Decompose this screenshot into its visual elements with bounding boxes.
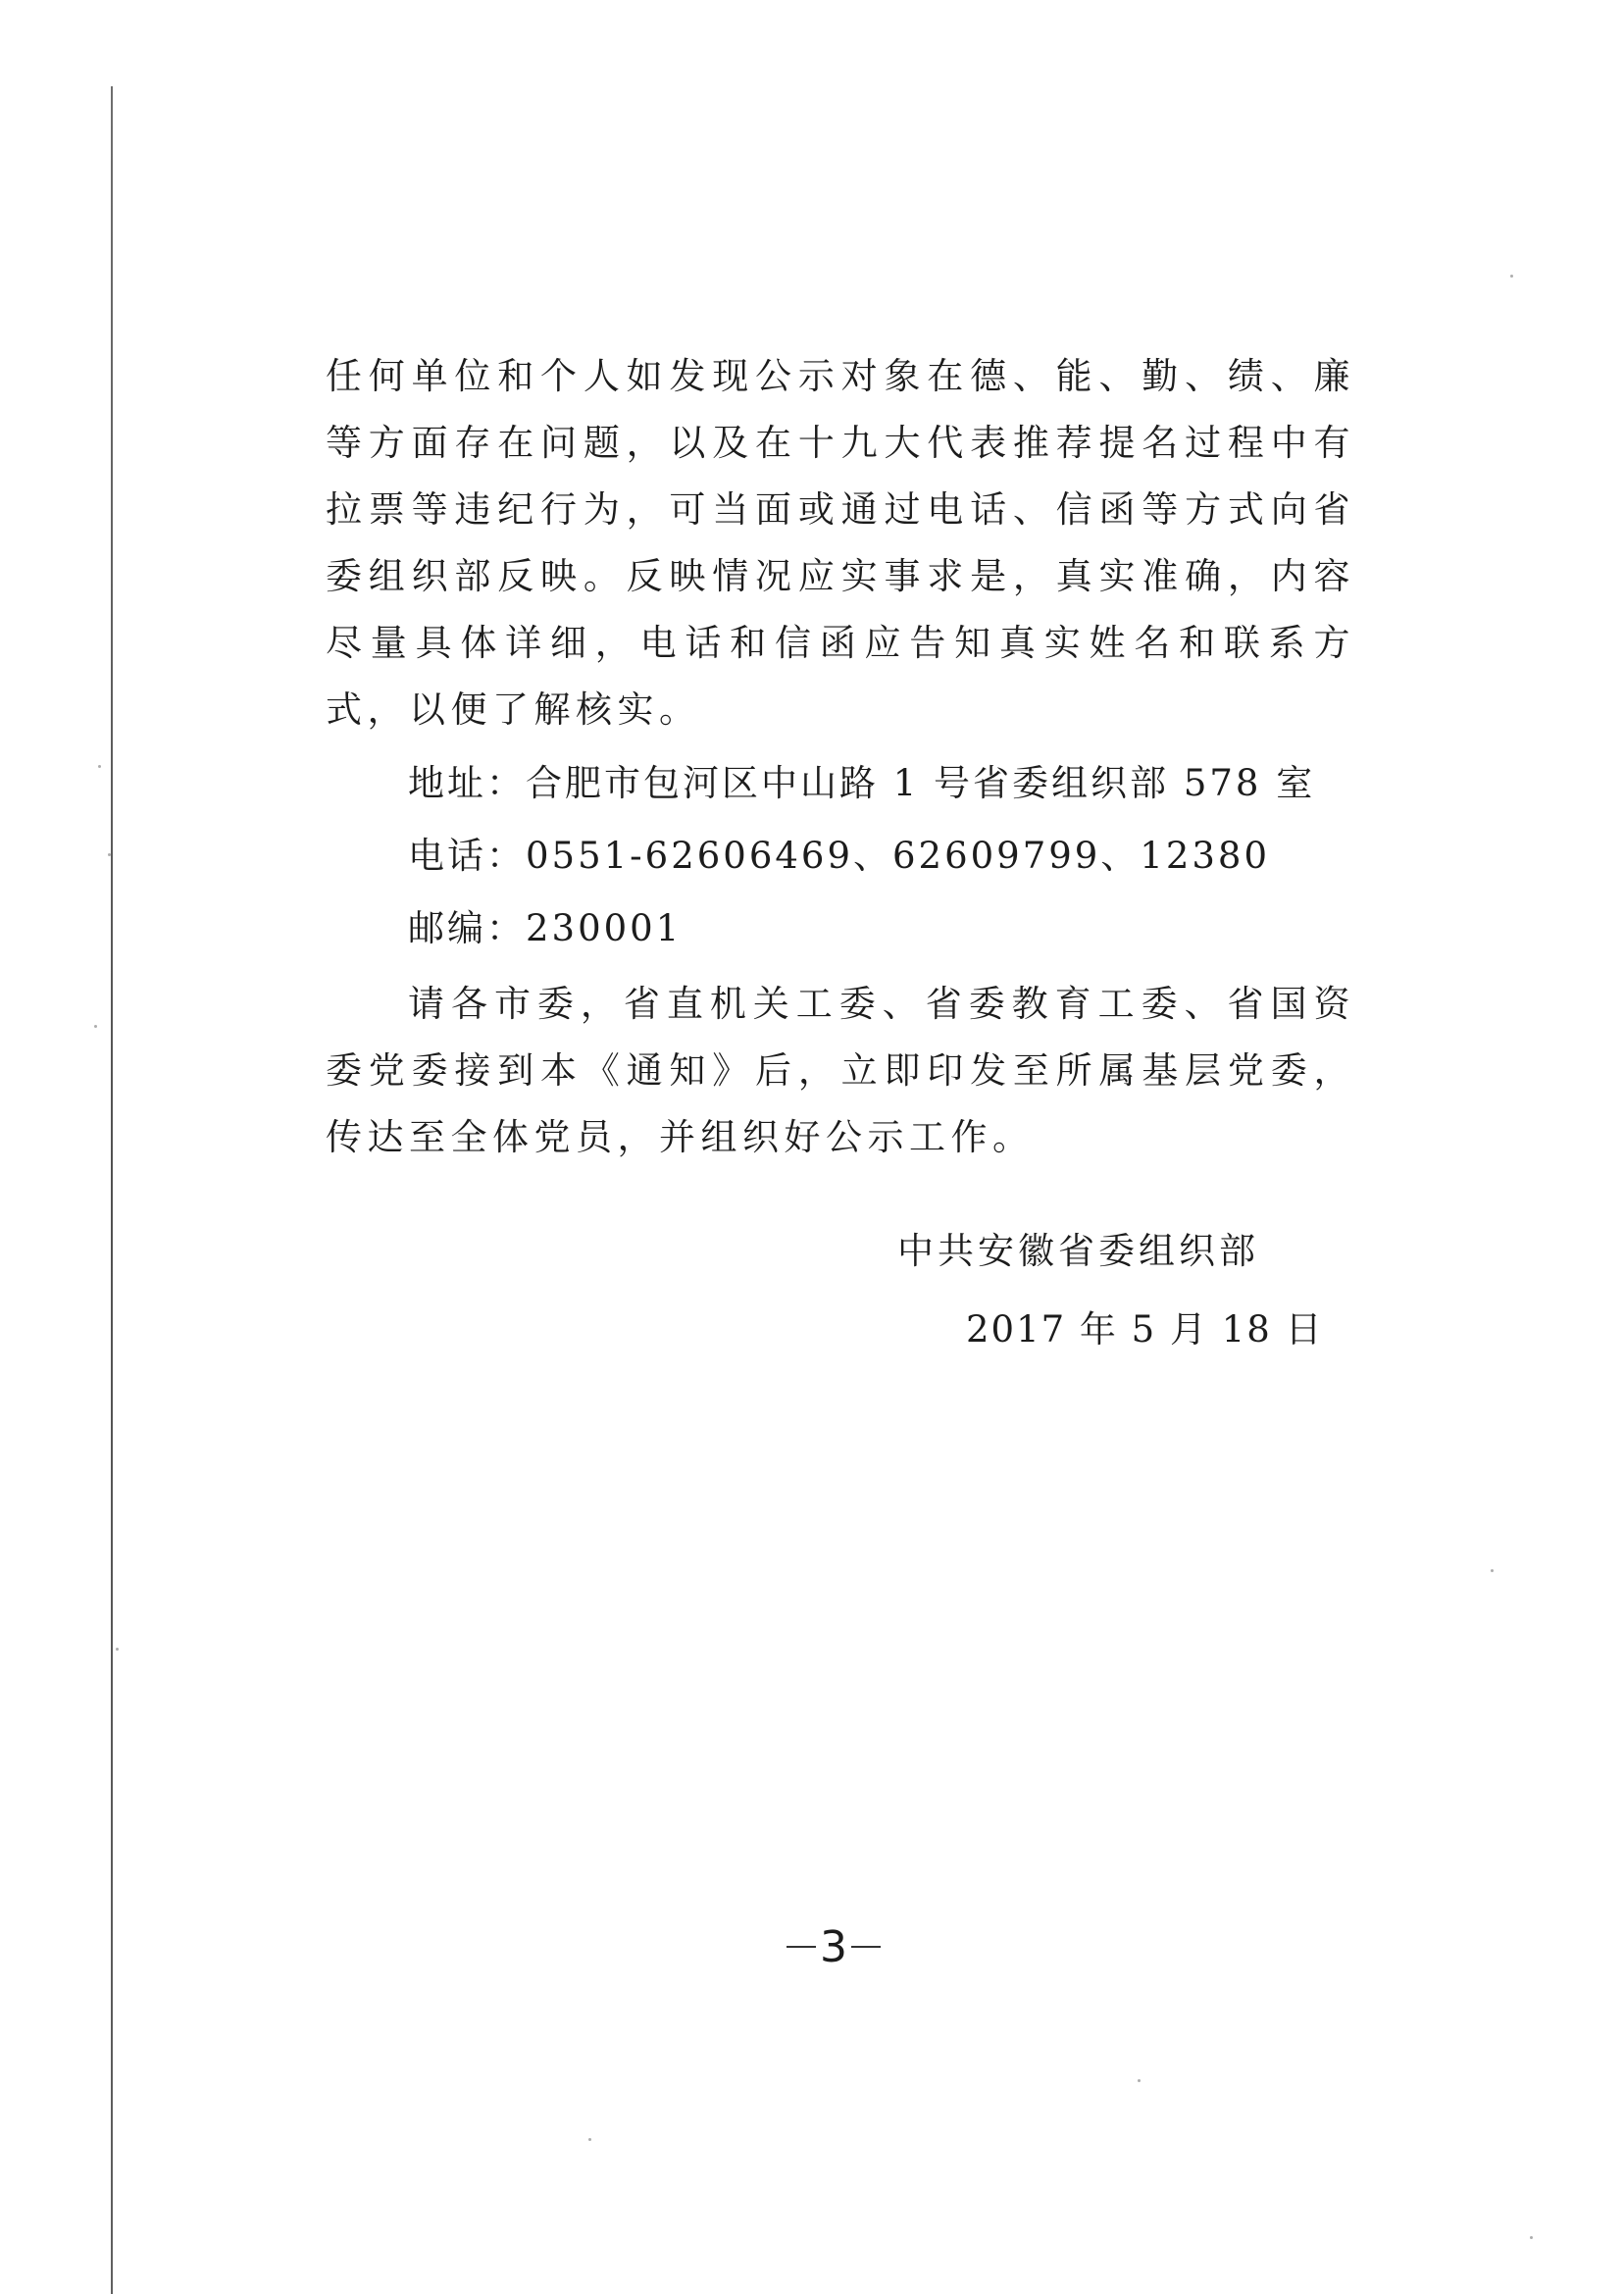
signature-block <box>897 1212 1324 1369</box>
contact-postcode: 邮编：230001 <box>408 907 683 949</box>
scan-speck <box>116 1648 119 1651</box>
document-body <box>326 343 1355 1171</box>
closing-paragraph: 请各市委，省直机关工委、省委教育工委、省国资委党委接到本《通知》后，立即印发至所属基层党委，传达至全体党员，并组织好公示工作。 <box>326 983 1355 1158</box>
scan-speck <box>1138 2079 1141 2082</box>
page-number-dash-left <box>787 1946 816 1948</box>
scan-edge-line <box>111 86 113 2294</box>
scan-speck <box>1510 275 1513 278</box>
scan-speck <box>94 1025 97 1028</box>
page-number <box>775 1917 892 1976</box>
signature-organization: 中共安徽省委组织部 <box>897 1230 1259 1272</box>
signature-date: 2017 年 5 月 18 日 <box>966 1308 1324 1351</box>
scan-speck <box>98 765 101 768</box>
scan-speck <box>1530 2236 1533 2239</box>
scan-speck <box>108 853 111 856</box>
body-paragraph: 任何单位和个人如发现公示对象在德、能、勤、绩、廉等方面存在问题，以及在十九大代表推荐提名过程中有拉票等违纪行为，可当面或通过电话、信函等方式向省委组织部反映。反映情况应实事求是，真实准确，内容尽量具体详细，电话和信函应告知真实姓名和联系方式，以便了解核实。 <box>326 355 1355 731</box>
page-number-dash-right <box>851 1946 881 1948</box>
scan-speck <box>588 2138 591 2141</box>
contact-address: 地址：合肥市包河区中山路 1 号省委组织部 578 室 <box>408 762 1316 804</box>
page-number-value: 3 <box>820 1921 847 1972</box>
scan-speck <box>1491 1569 1494 1572</box>
contact-phone: 电话：0551-62606469、62609799、12380 <box>408 835 1271 877</box>
